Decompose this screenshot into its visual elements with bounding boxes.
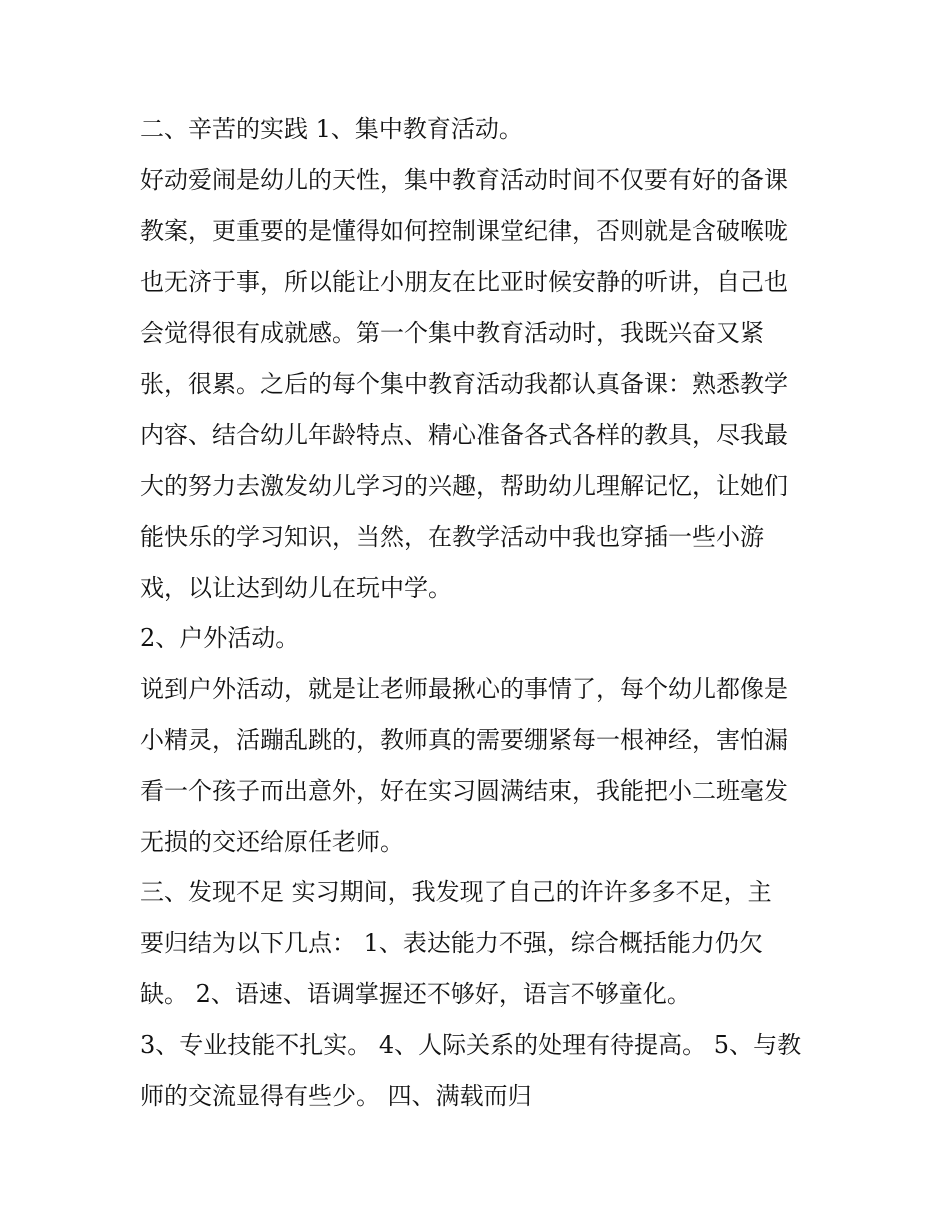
heading-practice: 二、辛苦的实践 1、集中教育活动。 xyxy=(140,115,523,143)
paragraph-line: 会觉得很有成就感。第一个集中教育活动时，我既兴奋又紧 xyxy=(140,319,764,347)
heading-shortcomings: 三、发现不足 实习期间，我发现了自己的许许多多不足，主 xyxy=(140,878,772,906)
paragraph-line: 师的交流显得有些少。 四、满载而归 xyxy=(140,1082,532,1110)
paragraph-line: 看一个孩子而出意外，好在实习圆满结束，我能把小二班毫发 xyxy=(140,777,788,805)
paragraph-line: 好动爱闹是幼儿的天性，集中教育活动时间不仅要有好的备课 xyxy=(140,166,788,194)
paragraph-line: 也无济于事，所以能让小朋友在比亚时候安静的听讲，自己也 xyxy=(140,268,788,296)
paragraph-line: 戏，以让达到幼儿在玩中学。 xyxy=(140,574,452,602)
paragraph-line: 教案，更重要的是懂得如何控制课堂纪律，否则就是含破喉咙 xyxy=(140,217,788,245)
paragraph-line: 3、专业技能不扎实。 4、人际关系的处理有待提高。 5、与教 xyxy=(140,1031,802,1059)
paragraph-line: 说到户外活动，就是让老师最揪心的事情了，每个幼儿都像是 xyxy=(140,675,788,703)
paragraph-line: 要归结为以下几点： 1、表达能力不强，综合概括能力仍欠 xyxy=(140,929,763,957)
paragraph-line: 大的努力去激发幼儿学习的兴趣，帮助幼儿理解记忆，让她们 xyxy=(140,472,788,500)
paragraph-line: 缺。 2、语速、语调掌握还不够好，语言不够童化。 xyxy=(140,980,691,1008)
paragraph-line: 内容、结合幼儿年龄特点、精心准备各式各样的教具，尽我最 xyxy=(140,421,788,449)
heading-outdoor: 2、户外活动。 xyxy=(140,624,300,652)
paragraph-line: 小精灵，活蹦乱跳的，教师真的需要绷紧每一根神经，害怕漏 xyxy=(140,726,788,754)
paragraph-line: 能快乐的学习知识，当然，在教学活动中我也穿插一些小游 xyxy=(140,523,764,551)
paragraph-line: 张，很累。之后的每个集中教育活动我都认真备课：熟悉教学 xyxy=(140,370,788,398)
paragraph-line: 无损的交还给原任老师。 xyxy=(140,828,404,856)
